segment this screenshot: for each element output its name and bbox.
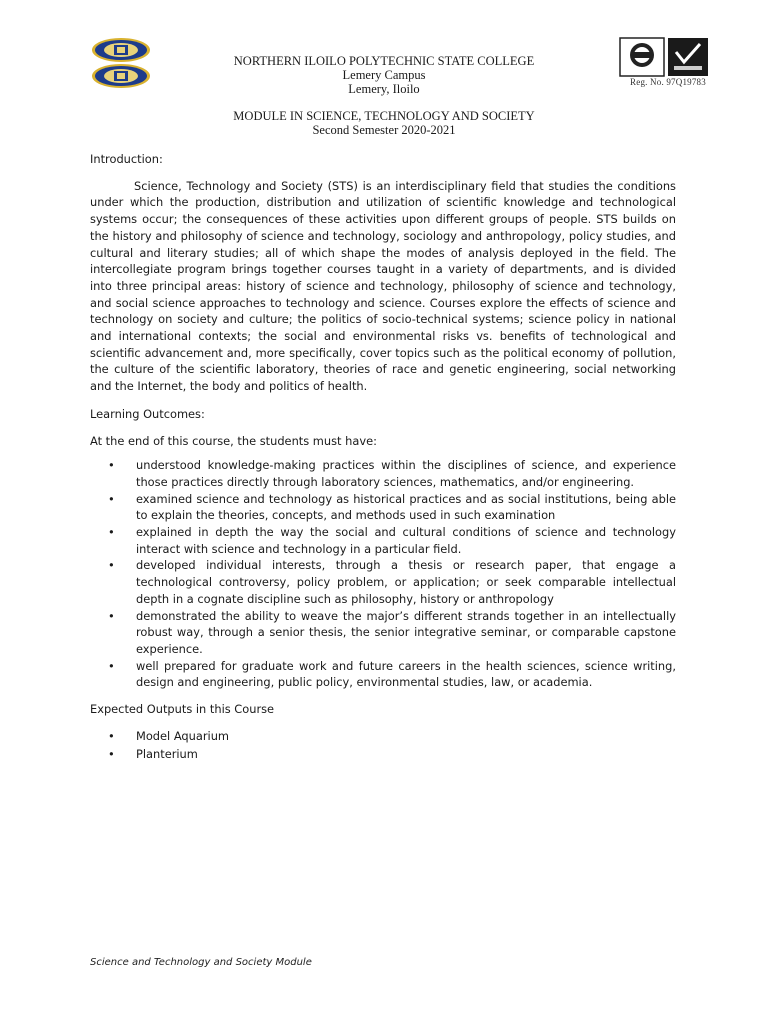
learning-outcome-item: • explained in depth the way the social and cultural conditions of science and technology interact with science and technology in a particular field. (136, 524, 676, 557)
module-header (160, 109, 608, 137)
expected-output-item: • Planterium (136, 745, 676, 763)
college-seal-logo (90, 36, 152, 92)
module-title: MODULE IN SCIENCE, TECHNOLOGY AND SOCIETY (233, 109, 535, 123)
semester: Second Semester 2020-2021 (312, 123, 456, 137)
learning-outcomes-heading: Learning Outcomes: (90, 406, 205, 421)
learning-outcome-item: • demonstrated the ability to weave the major’s different strands together in an intellectually robust way, through a senior thesis, the senior integrative seminar, or comparable capstone experience. (136, 608, 676, 658)
college-name: NORTHERN ILOILO POLYTECHNIC STATE COLLEGE (233, 54, 535, 68)
college-header (160, 54, 608, 96)
module-content (90, 151, 676, 763)
campus-location: Lemery, Iloilo (348, 82, 420, 96)
introduction-paragraph: Science, Technology and Society (STS) is an interdisciplinary field that studies the conditions under which the production, distribution and utilization of scientific knowledge and technological systems occur; the consequences of these activities upon different groups of people. STS builds on the history and philosophy of science and technology, sociology and anthropology, policy studies, and cultural and literary studies; all of which shape the modes of analysis deployed in the field. The intercollegiate program brings together courses taught in a variety of departments, and is divided into three principal areas: history of science and technology, philosophy of science and technology, and social science approaches to technology and science. Courses explore the effects of science and technology on society and culture; the politics of socio-technical systems; science policy in national and international contexts; the social and environmental risks vs. benefits of technological and scientific advancement and, more specifically, cover topics such as the political economy of pollution, the culture of the scientific laboratory, theories of race and genetic engineering, social networking and the Internet, the body and politics of health. (90, 178, 676, 394)
learning-outcomes-list (90, 457, 676, 691)
expected-outputs-heading: Expected Outputs in this Course (90, 702, 275, 717)
learning-outcome-item: • well prepared for graduate work and future careers in the health sciences, science writing, design and engineering, public policy, environmental studies, law, or academia. (136, 658, 676, 691)
learning-outcome-item: • examined science and technology as historical practices and as social institutions, being able to explain the theories, concepts, and methods used in such examination (136, 491, 676, 524)
campus-name: Lemery Campus (342, 68, 426, 82)
registration-number: Reg. No. 97Q19783 (630, 77, 706, 87)
page-footer: Science and Technology and Society Module (90, 957, 312, 968)
expected-output-item: • Model Aquarium (136, 727, 676, 745)
learning-outcomes-lead: At the end of this course, the students must have: (90, 433, 377, 448)
expected-outputs-list (90, 727, 676, 763)
learning-outcome-item: • understood knowledge-making practices within the disciplines of science, and experience those practices directly through laboratory sciences, mathematics, and/or engineering. (136, 457, 676, 490)
learning-outcome-item: • developed individual interests, through a thesis or research paper, that engage a technological controversy, policy problem, or application; or seek comparable intellectual depth in a cognate discipline such as philosophy, history or anthropology (136, 557, 676, 607)
introduction-heading: Introduction: (90, 152, 163, 166)
